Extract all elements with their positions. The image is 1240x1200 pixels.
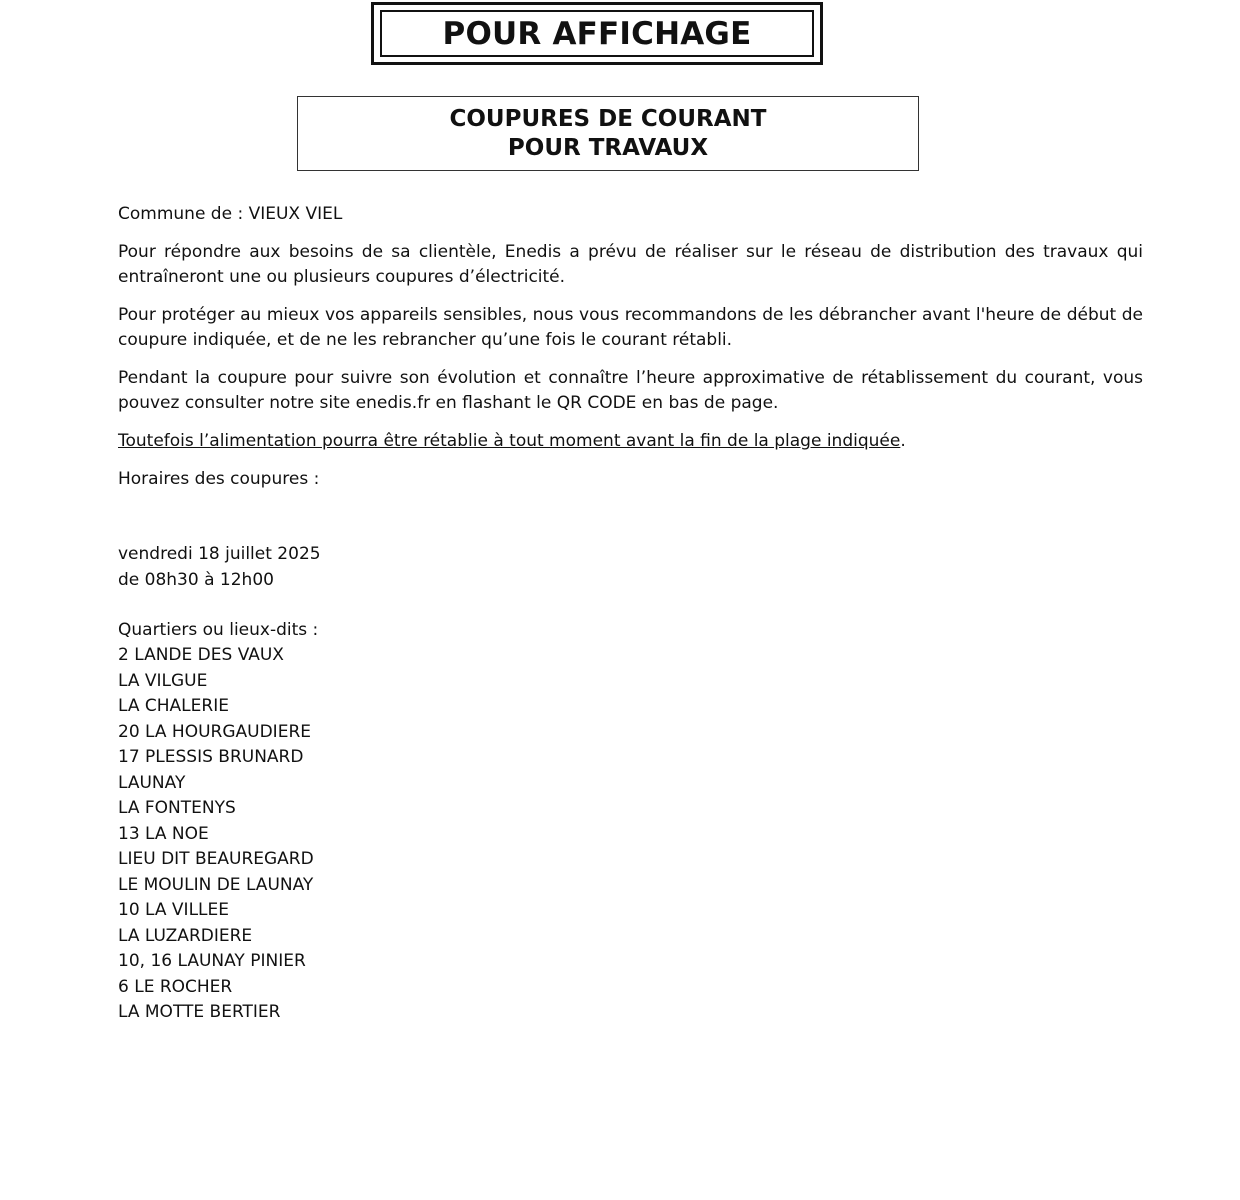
places-list [118,643,1143,1026]
paragraph-works-intro: Pour répondre aux besoins de sa clientèle, Enedis a prévu de réaliser sur le réseau de distribution des travaux qui entraîneront une ou plusieurs coupures d’électricité. [118,242,1143,287]
place-item: LA FONTENYS [118,798,236,818]
place-item: LAUNAY [118,772,186,793]
place-item: LA MOTTE BERTIER [118,1002,281,1022]
commune-line: Commune de : VIEUX VIEL [118,204,343,224]
place-item: 6 LE ROCHER [118,976,233,997]
place-item: 10, 16 LAUNAY PINIER [118,951,306,971]
notice-title-line-2: POUR TRAVAUX [507,134,709,161]
place-item: 20 LA HOURGAUDIERE [118,721,311,742]
schedule-label: Horaires des coupures : [118,469,320,489]
paragraph-follow-outage: Pendant la coupure pour suivre son évolution et connaître l’heure approximative de rétablissement du courant, vous pouvez consulter notre site enedis.fr en flashant le QR CODE en bas de page. [118,368,1143,413]
outage-time-range: de 08h30 à 12h00 [118,569,274,590]
place-item: 13 LA NOE [118,823,209,844]
restoration-warning-text: Toutefois l’alimentation pourra être rétablie à tout moment avant la fin de la plage indiquée [118,431,901,451]
place-item: LIEU DIT BEAUREGARD [118,849,314,869]
notice-title-line-1: COUPURES DE COURANT [449,105,767,132]
place-item: LA VILGUE [118,670,208,691]
display-banner [371,2,823,65]
outage-schedule [118,542,1143,593]
notice-body [118,202,1143,1026]
place-item: 10 LA VILLEE [118,900,229,920]
place-item: 17 PLESSIS BRUNARD [118,747,304,767]
paragraph-restoration-warning [118,429,1143,454]
restoration-warning-period: . [900,431,906,451]
display-banner-inner-frame [380,10,814,57]
place-item: LE MOULIN DE LAUNAY [118,874,314,895]
place-item: LA LUZARDIERE [118,925,253,946]
display-banner-text: POUR AFFICHAGE [442,15,752,52]
place-item: 2 LANDE DES VAUX [118,645,284,665]
place-item: LA CHALERIE [118,696,229,716]
notice-title-box [297,96,919,171]
paragraph-device-protection: Pour protéger au mieux vos appareils sensibles, nous vous recommandons de les débrancher avant l'heure de début de coupure indiquée, et de ne les rebrancher qu’une fois le courant rétabli. [118,305,1143,350]
outage-date: vendredi 18 juillet 2025 [118,544,321,564]
places-label: Quartiers ou lieux-dits : [118,620,319,640]
